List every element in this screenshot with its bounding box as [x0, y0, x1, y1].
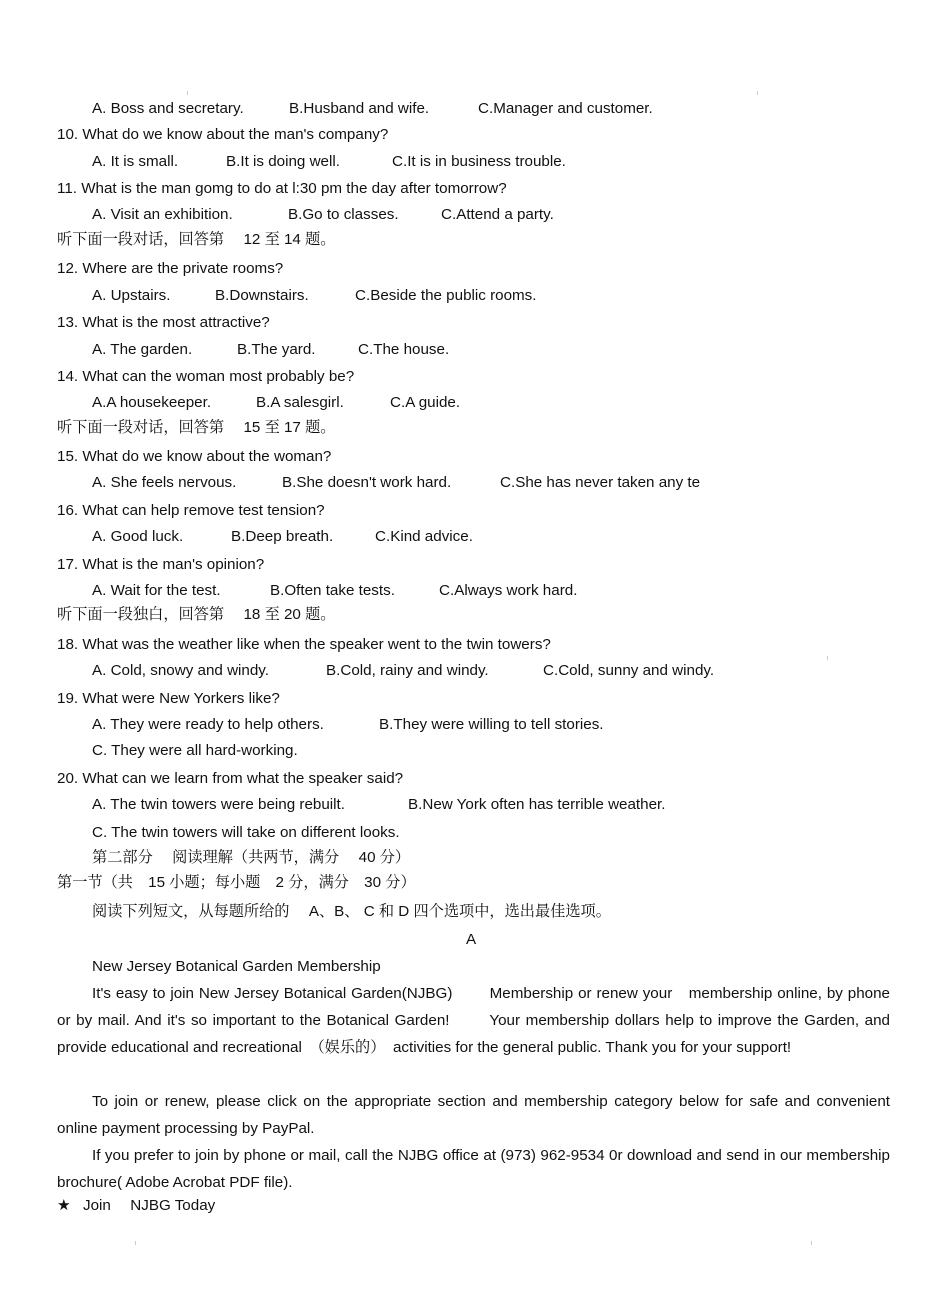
q11-option-c: C.Attend a party.: [441, 206, 554, 223]
q20-options-ab: [92, 796, 666, 814]
q19-option-c: C. They were all hard-working.: [92, 742, 298, 759]
q18-option-c: C.Cold, sunny and windy.: [543, 662, 715, 679]
q13-option-a: A. The garden.: [92, 341, 193, 358]
q9-options: [92, 100, 653, 118]
instruction-15-17: 听下面一段对话，回答第 15 至 17 题。: [57, 419, 336, 436]
scan-speck: [135, 1241, 136, 1245]
q14-question: 14. What can the woman most probably be?: [57, 368, 355, 385]
q18-question: 18. What was the weather like when the speaker went to the twin towers?: [57, 636, 551, 653]
q17-option-a: A. Wait for the test.: [92, 582, 221, 599]
q13-option-b: B.The yard.: [237, 341, 316, 358]
q17-options: [92, 582, 577, 600]
scan-speck: [757, 91, 758, 95]
q10-option-c: C.It is in business trouble.: [392, 153, 566, 170]
q13-options: [92, 341, 449, 359]
scan-speck: [827, 656, 828, 660]
q19-question: 19. What were New Yorkers like?: [57, 690, 280, 707]
q18-option-a: A. Cold, snowy and windy.: [92, 662, 269, 679]
passage-paragraph-2: [57, 1088, 890, 1142]
paragraph-3-text: If you prefer to join by phone or mail, call the NJBG office at (973) 962-9534 0r download and send in our membership brochure( Adobe Acrobat PDF file).: [57, 1147, 890, 1191]
q15-option-c: C.She has never taken any te: [500, 474, 701, 491]
q14-options: [92, 394, 460, 412]
q10-option-a: A. It is small.: [92, 153, 179, 170]
passage-paragraph-1: [57, 980, 890, 1061]
q17-question: 17. What is the man's opinion?: [57, 556, 265, 573]
paragraph-1-text: It's easy to join New Jersey Botanical Garden(NJBG) Membership or renew your membership online, by phone or by mail. And it's so important to the Botanical Garden! Your membership dollars help to improve the Garden, and provide educational and recreational （娱乐的） activities for the general public. Thank you for your support!: [57, 985, 890, 1056]
q20-option-b: B.New York often has terrible weather.: [408, 796, 666, 813]
q12-option-b: B.Downstairs.: [215, 287, 309, 304]
q10-option-b: B.It is doing well.: [226, 153, 340, 170]
q11-question: 11. What is the man gomg to do at l:30 pm the day after tomorrow?: [57, 180, 507, 197]
passage-label: A: [466, 931, 477, 948]
q9-option-b: B.Husband and wife.: [289, 100, 430, 117]
q18-options: [92, 662, 714, 680]
q20-question: 20. What can we learn from what the speaker said?: [57, 770, 404, 787]
q13-question: 13. What is the most attractive?: [57, 314, 270, 331]
scan-speck: [811, 1241, 812, 1245]
q12-question: 12. Where are the private rooms?: [57, 260, 284, 277]
instruction-12-14: 听下面一段对话，回答第 12 至 14 题。: [57, 231, 336, 248]
q14-option-b: B.A salesgirl.: [256, 394, 344, 411]
q16-question: 16. What can help remove test tension?: [57, 502, 325, 519]
q17-option-b: B.Often take tests.: [270, 582, 395, 599]
passage-paragraph-3: [57, 1142, 890, 1196]
q16-option-b: B.Deep breath.: [231, 528, 334, 545]
section1-title: 第一节（共 15 小题；每小题 2 分，满分 30 分）: [57, 874, 416, 891]
paragraph-2-text: To join or renew, please click on the appropriate section and membership category below for safe and convenient online payment processing by PayPal.: [57, 1093, 890, 1137]
part2-title: 第二部分 阅读理解（共两节，满分 40 分）: [92, 849, 411, 866]
q13-option-c: C.The house.: [358, 341, 450, 358]
q15-option-b: B.She doesn't work hard.: [282, 474, 452, 491]
q12-option-a: A. Upstairs.: [92, 287, 171, 304]
q16-options: [92, 528, 473, 546]
q20-option-c: C. The twin towers will take on different looks.: [92, 824, 400, 841]
q20-option-a: A. The twin towers were being rebuilt.: [92, 796, 345, 813]
q19-options-ab: [92, 716, 604, 734]
q12-options: [92, 287, 537, 305]
q16-option-a: A. Good luck.: [92, 528, 184, 545]
reading-instruction: 阅读下列短文，从每题所给的 A、B、 C 和 D 四个选项中，选出最佳选项。: [92, 903, 611, 920]
q19-option-a: A. They were ready to help others.: [92, 716, 324, 733]
q15-options: [92, 474, 700, 492]
join-link-text: Join NJBG Today: [83, 1197, 216, 1214]
scan-speck: [187, 91, 188, 95]
q12-option-c: C.Beside the public rooms.: [355, 287, 537, 304]
q9-option-a: A. Boss and secretary.: [92, 100, 244, 117]
q11-option-b: B.Go to classes.: [288, 206, 399, 223]
join-line: [57, 1196, 215, 1215]
q16-option-c: C.Kind advice.: [375, 528, 473, 545]
q19-option-b: B.They were willing to tell stories.: [379, 716, 604, 733]
q15-option-a: A. She feels nervous.: [92, 474, 237, 491]
q17-option-c: C.Always work hard.: [439, 582, 578, 599]
q18-option-b: B.Cold, rainy and windy.: [326, 662, 489, 679]
star-icon: ★: [57, 1196, 71, 1214]
q11-options: [92, 206, 554, 224]
q11-option-a: A. Visit an exhibition.: [92, 206, 233, 223]
q10-question: 10. What do we know about the man's company?: [57, 126, 389, 143]
q9-option-c: C.Manager and customer.: [478, 100, 653, 117]
passage-title: New Jersey Botanical Garden Membership: [92, 958, 381, 975]
q10-options: [92, 153, 566, 171]
q15-question: 15. What do we know about the woman?: [57, 448, 332, 465]
q14-option-c: C.A guide.: [390, 394, 461, 411]
instruction-18-20: 听下面一段独白，回答第 18 至 20 题。: [57, 606, 336, 623]
q14-option-a: A.A housekeeper.: [92, 394, 212, 411]
